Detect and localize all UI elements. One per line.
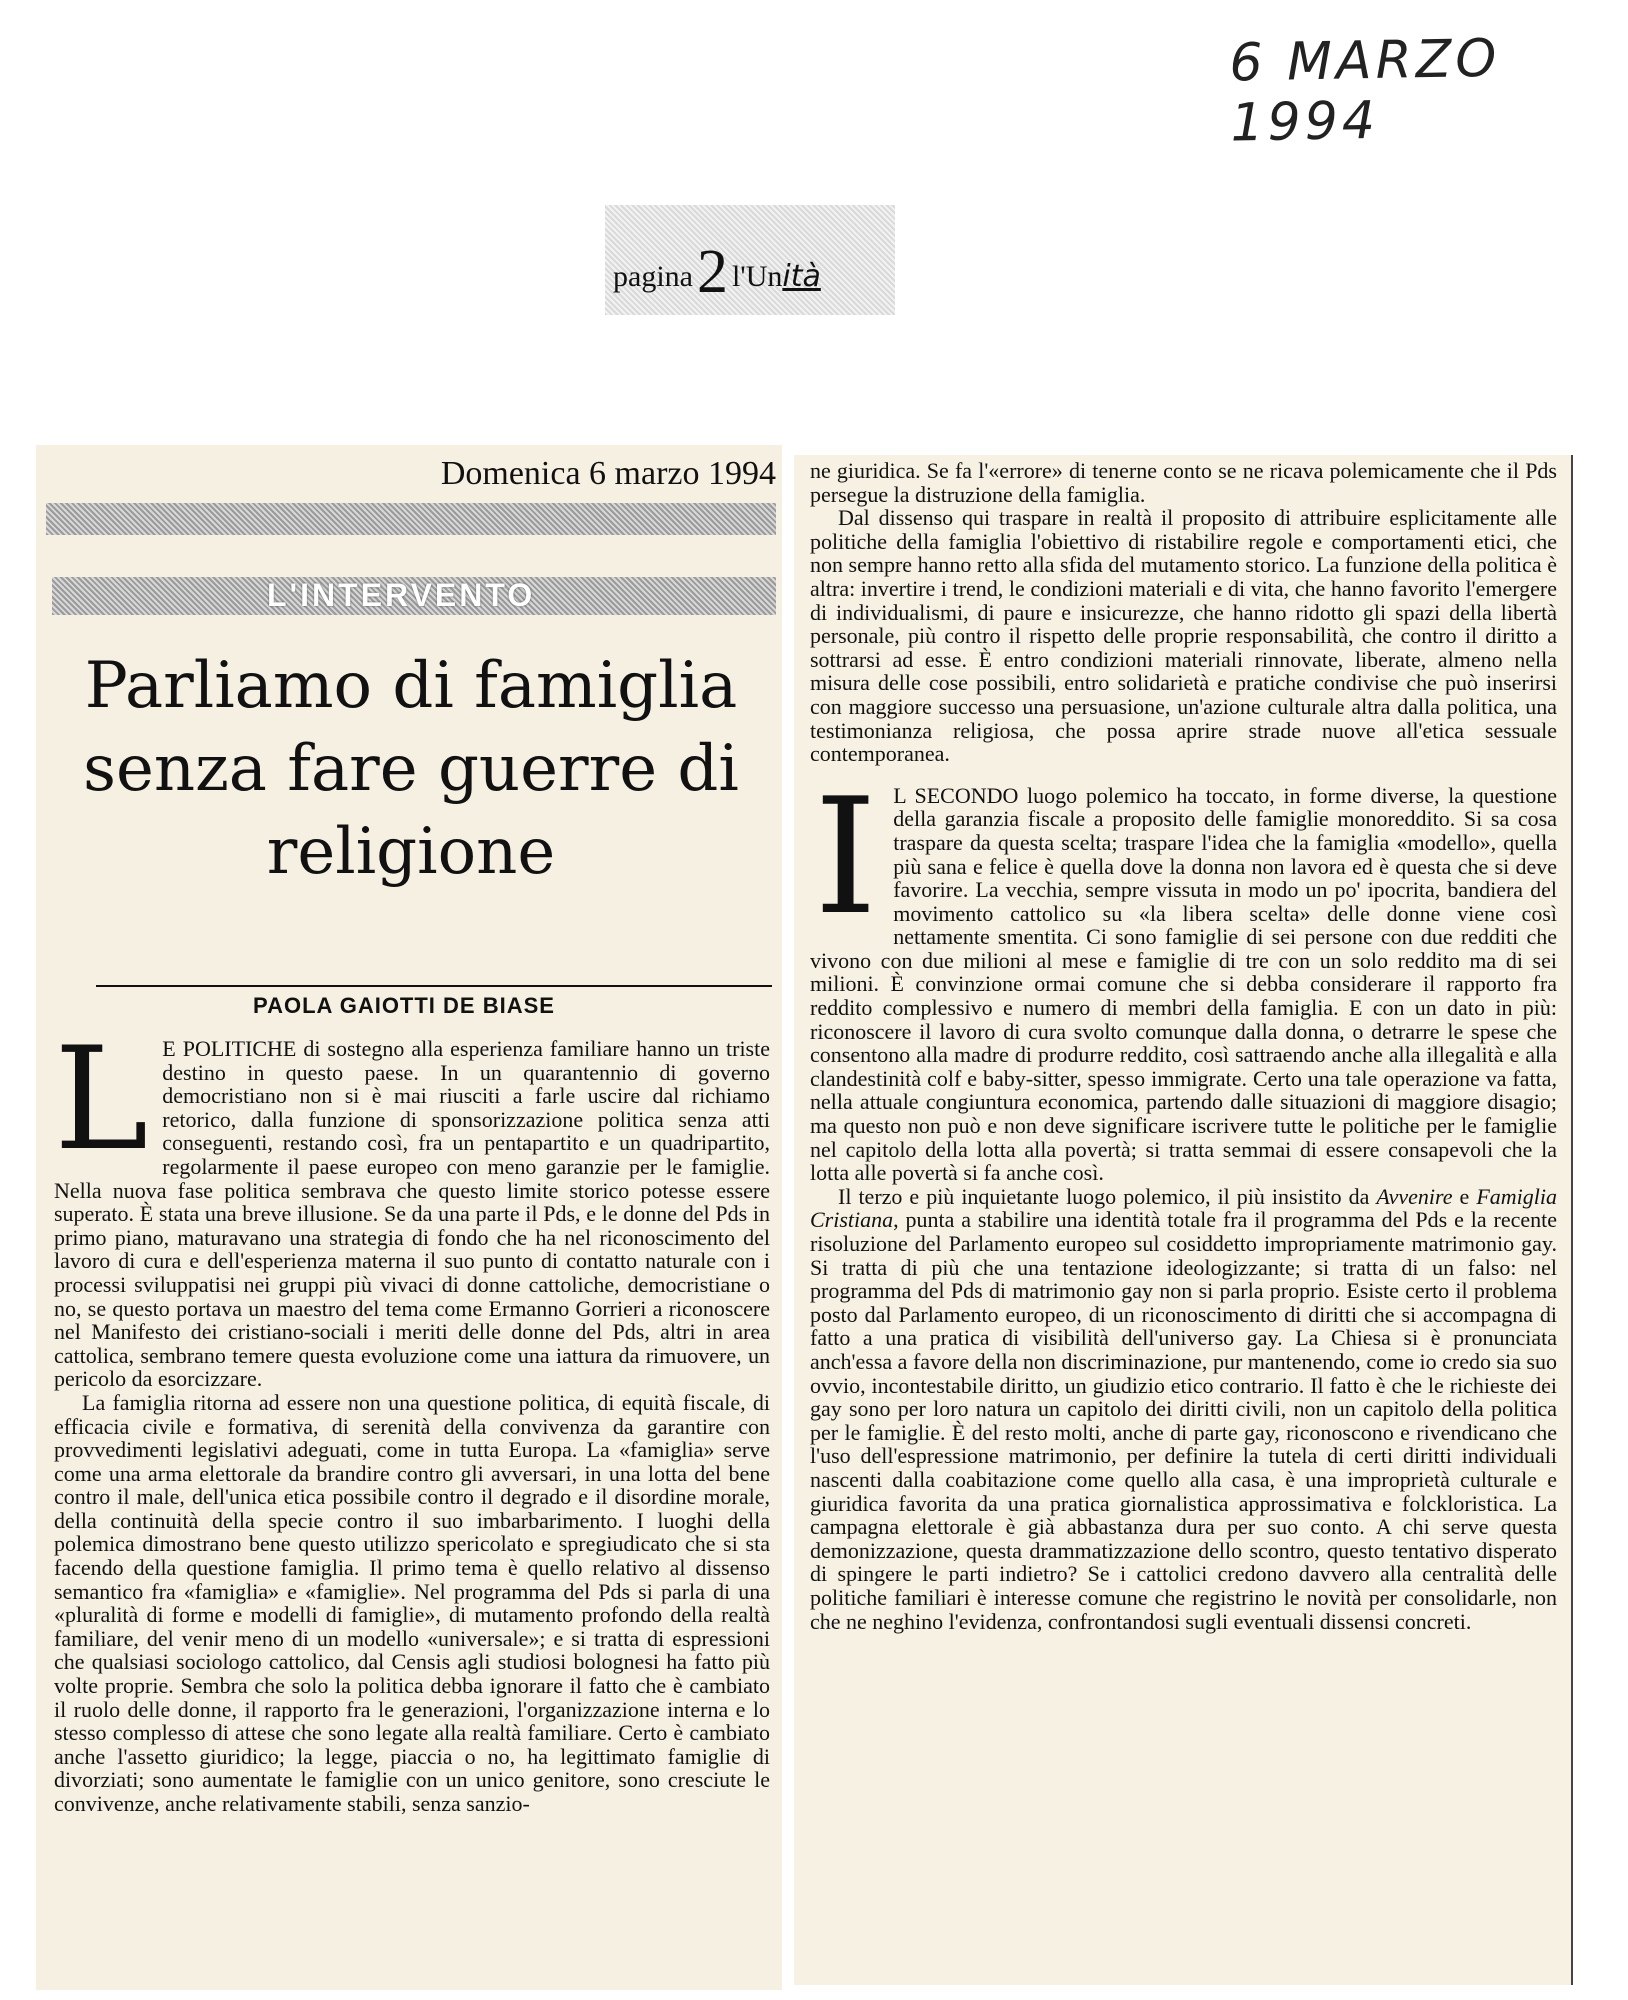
rubric: L'INTERVENTO bbox=[267, 577, 536, 613]
headline: Parliamo di famiglia senza fare guerre di religione bbox=[83, 649, 739, 889]
paragraph: Dal dissenso qui traspare in realtà il proposito di attribuire esplicitamente alle politiche della famiglia l'obiettivo di ristabilire regole e comportamenti etici, che non sempre hanno retto alla sfida del mutamento storico. La funzione della politica è altra: invertire i trend, le condizioni materiali e di vita, che hanno favorito l'emergere di individualismi, di paure e insicurezze, che hanno ridotto gli spazi della libertà personale, più contro il rispetto delle proprie responsabilità, che contro il diritto a sottrarsi ad esse. È entro condizioni materiali rinnovate, liberate, almeno nella misura delle cose possibili, entro solidarietà e pratiche condivise che può inserirsi con maggiore successo una persuasione, un'azione culturale altra dalla politica, una testimonianza religiosa, che possa aprire strade nuove all'etica sessuale contemporanea. bbox=[810, 505, 1557, 767]
page-header-clipping bbox=[605, 205, 895, 315]
rubric-band bbox=[52, 577, 776, 615]
newspaper-name-handwritten: ità bbox=[782, 259, 821, 294]
paragraph: ne giuridica. Se fa l'«errore» di tenerne conto se ne ricava polemicamente che il Pds persegue la distruzione della famiglia. bbox=[810, 458, 1557, 507]
handwritten-date: 6 MARZO 1994 bbox=[1228, 28, 1501, 154]
paragraph: La famiglia ritorna ad essere non una questione politica, di equità fiscale, di efficacia civile e formativa, di serenità della convivenza da garantire con provvedimenti legislativi adeguati, come in tutta Europa. La «famiglia» serve come una arma elettorale da brandire contro gli avversari, in una lotta del bene contro il male, dell'unica etica possibile contro il degrado e il disordine morale, della continuità della specie contro il suo imbarbarimento. I luoghi della polemica dimostrano bene questo utilizzo spericolato e spregiudicato che si sta facendo della questione famiglia. Il primo tema è quello relativo al dissenso semantico fra «famiglia» e «famiglie». Nel programma del Pds si parla di una «pluralità di forme e modelli di famiglie», di mutamento profondo della realtà familiare, del venir meno di un modello «universale»; e si tratta di espressioni che qualsiasi sociologo cattolico, dal Censis agli studiosi bolognesi ha fatto più volte proprie. Sembra che solo la politica debba ignorare il fatto che è cambiato il ruolo delle donne, il rapporto fra le generazioni, l'organizzazione interna e lo stesso complesso di attese che sono legate alla realtà familiare. Certo è cambiato anche l'assetto giuridico; la legge, piaccia o no, ha legittimato famiglie di divorziati; sono aumentate le famiglie con un unico genitore, sono cresciute le convivenze, anche relativamente stabili, senza sanzio- bbox=[54, 1389, 770, 1816]
newspaper-title: Avvenire bbox=[1376, 1183, 1453, 1209]
paragraph: L E POLITICHE di sostegno alla esperienza familiare hanno un triste destino in questo paese. In un quarantennio di governo democristiano non si è mai riusciti a farle uscire dal richiamo retorico, dalla funzione di sponsorizzazione politica senza atti conseguenti, restando così, fra un pentapartito e un quadripartito, regolarmente il paese europeo con meno garanzie per le famiglie. Nella nuova fase politica sembrava che questo limite storico potesse essere superato. È stata una breve illusione. Se da una parte il Pds, e le donne del Pds in primo piano, maturavano una strategia di fondo che ha nel riconoscimento del lavoro di cura e dell'esperienza materna il suo punto di contatto naturale con i processi sviluppatisi nei gruppi più vivaci di donne cattoliche, democristiane o no, se questo portava un maestro del tema come Ermanno Gorrieri a riconoscere nel Manifesto dei cristiano-sociali i meriti delle donne del Pds, altri in area cattolica, sembrano temere questa evoluzione come una iattura da rimuovere, un pericolo da esorcizzare. bbox=[54, 1017, 770, 1392]
drop-cap: I bbox=[814, 762, 878, 950]
clipping-right bbox=[794, 455, 1573, 1985]
paragraph: Il terzo e più inquietante luogo polemico, il più insistito da Avvenire e Famiglia Cristiana, punta a stabilire una identità totale fra il programma del Pds e la recente risoluzione del Parlamento europeo sul cosiddetto impropriamente matrimonio gay. Si tratta di più che una tentazione ideologizzante; si tratta di un falso: nel programma del Pds di matrimonio gay non si parla proprio. Esiste certo il problema posto dal Parlamento europeo, di un riconoscimento di diritti che si accompagna di fatto a una pratica di visibilità dell'universo gay. La Chiesa si è pronunciata anch'essa a favore della non discriminazione, pur mantenendo, come io credo sia suo ovvio, incontestabile diritto, un giudizio etico contrario. Il fatto è che le richieste dei gay sono per loro natura un capitolo dei diritti civili, non un capitolo della politica per le famiglie. È del resto molti, anche di parte gay, riconoscono e rivendicano che l'uso dell'espressione matrimonio, per definire la tutela di certi diritti individuali nascenti dalla coabitazione come quello alla casa, è una improprietà culturale e giuridica favorita da una pratica giornalistica approssimativa e folckloristica. La campagna elettorale è già abbastanza dura per suo conto. A chi serve questa demonizzazione, questa drammatizzazione dello scontro, questo tentativo disperato di spingere le parti indietro? Se i cattolici credono davvero alla centralità delle politiche familiari è interesse comune che registrino le novità per consolidarle, non che ne neghino l'evidenza, confrontandosi sugli eventuali dissensi concreti. bbox=[810, 1183, 1558, 1634]
newspaper-name: l'Un bbox=[731, 260, 783, 293]
article-column-2 bbox=[810, 459, 1557, 1633]
clipping-left bbox=[36, 445, 782, 1990]
article-column-1 bbox=[54, 1017, 770, 1816]
page-number: 2 bbox=[696, 238, 728, 306]
drop-cap: L bbox=[54, 1017, 149, 1182]
page-label: pagina bbox=[613, 260, 693, 293]
paragraph: I L SECONDO luogo polemico ha toccato, in forme diverse, la questione della garanzia fiscale a proposito delle famiglie monoreddito. Si sa cosa traspare da questa scelta; traspare l'idea che la famiglia «modello», quella più sana e felice è quella dove la donna non lavora ed è questa che si deve favorire. La vecchia, sempre vissuta in modo un po' ipocrita, bandiera del movimento cattolico su «la libera scelta» delle donne viene così nettamente smentita. Ci sono famiglie di sei persone con due redditi che vivono con due milioni al mese e famiglie di tre con un solo reddito ma di sei milioni. È convinzione ormai comune che si debba considerare il rapporto fra reddito complessivo e numero di membri della famiglia. E con un dato in più: riconoscere il lavoro di cura svolto comunque dalla donna, o detrarre le spese che consentono alla madre di produrre reddito, così sattraendo anche alla illegalità e alla clandestinità colf e baby-sitter, spesso immigrate. Certo una tale operazione va fatta, nella attuale congiuntura economica, partendo dalle situazioni di maggiore disagio; ma questo non può e non deve significare iscrivere tutte le politiche per le famiglie nel capitolo della lotta alla povertà; si tratta semmai di essere consapevoli che la lotta alle povertà si fa anche così. bbox=[810, 762, 1557, 1186]
byline-rule bbox=[96, 985, 772, 987]
magazine-title: Famiglia Cristiana bbox=[810, 1183, 1558, 1233]
hatched-band-top bbox=[46, 503, 776, 535]
page-header bbox=[613, 237, 821, 308]
byline: PAOLA GAIOTTI DE BIASE bbox=[253, 993, 555, 1018]
dateline: Domenica 6 marzo 1994 bbox=[440, 455, 776, 492]
